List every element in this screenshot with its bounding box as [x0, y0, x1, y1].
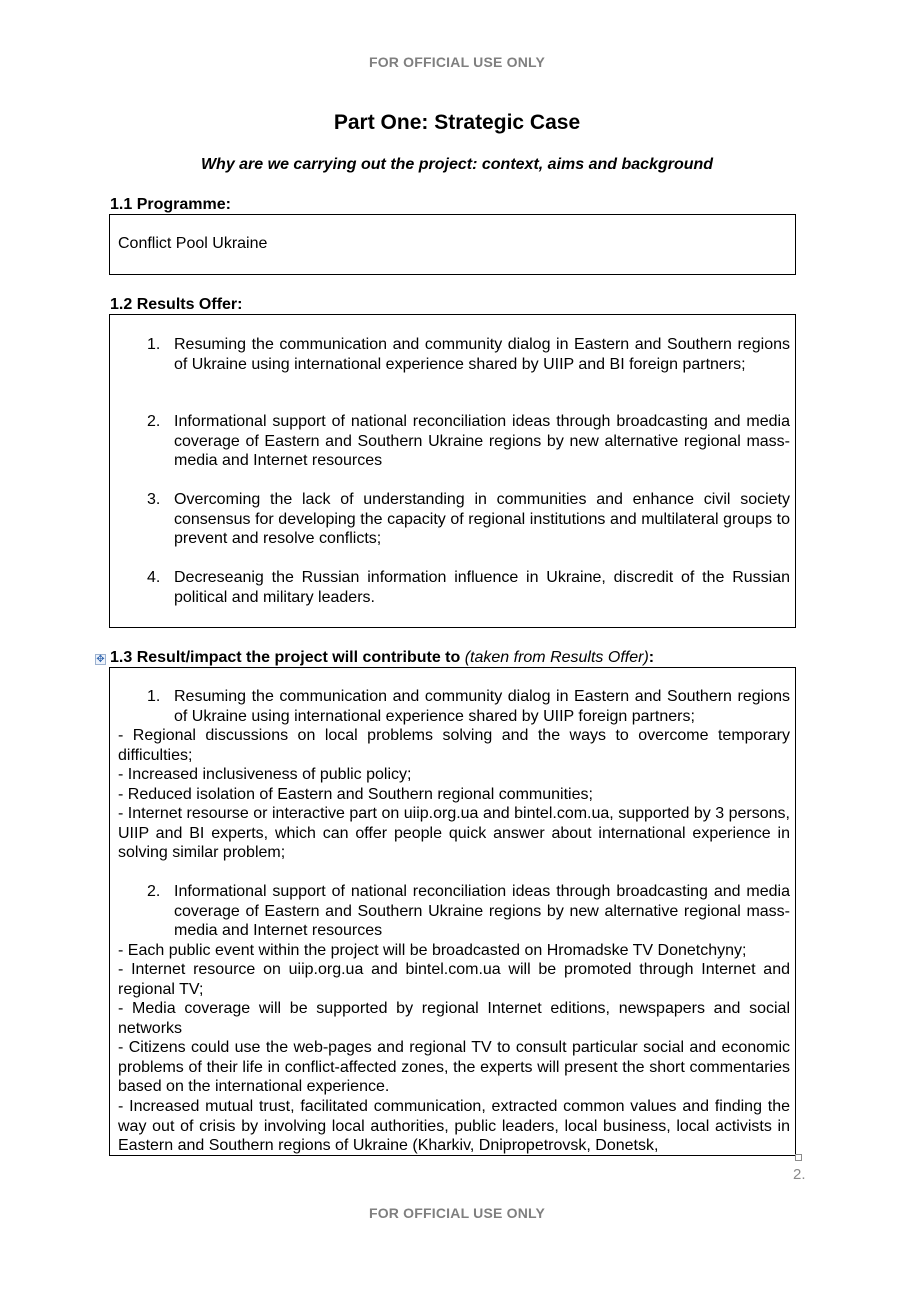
section-1-2-label: 1.2 Results Offer: [110, 296, 243, 313]
impact-bullet: - Increased mutual trust, facilitated communication, extracted common values and finding the way out of crisis by involving local authorities, public leaders, local business, local activists in Eastern and Southern regions of Ukraine (Kharkiv, Dnipropetrovsk, Donetsk, [118, 1098, 790, 1154]
item-number: 1. [147, 336, 161, 353]
impact-bullet: - Internet resourse or interactive part on uiip.org.ua and bintel.com.ua, supported by 3 persons, UIIP and BI experts, which can offer people quick answer about international experience in solving similar problem; [118, 805, 790, 861]
item-number: 4. [147, 569, 161, 586]
item-number: 2. [147, 883, 161, 900]
results-offer-box [109, 314, 796, 628]
impact-bullet: - Increased inclusiveness of public policy; [118, 766, 412, 783]
impact-bullet: - Reduced isolation of Eastern and Southern regional communities; [118, 786, 593, 803]
section-1-3-label-colon: : [648, 649, 655, 666]
item-number: 2. [147, 413, 161, 430]
footer-marking: FOR OFFICIAL USE ONLY [368, 1205, 546, 1221]
page-subtitle: Why are we carrying out the project: context, aims and background [200, 156, 714, 173]
item-number: 3. [147, 491, 161, 508]
table-move-handle-icon[interactable]: ✥ [96, 654, 105, 665]
item-number: 1. [147, 688, 161, 705]
result-impact-box [109, 667, 796, 1156]
section-1-1-label: 1.1 Programme: [110, 196, 231, 213]
programme-box [109, 214, 796, 275]
impact-bullet: - Regional discussions on local problems solving and the ways to overcome temporary difficulties; [118, 727, 790, 764]
item-text: Decreseanig the Russian information influence in Ukraine, discredit of the Russian political and military leaders. [174, 569, 790, 606]
item-text: Overcoming the lack of understanding in communities and enhance civil society consensus for developing the capacity of regional institutions and multilateral groups to prevent and resolve conflicts; [174, 491, 790, 547]
item-text: Resuming the communication and community dialog in Eastern and Southern regions of Ukraine using international experience shared by UIIP foreign partners; [174, 688, 790, 725]
item-text: Resuming the communication and community dialog in Eastern and Southern regions of Ukraine using international experience shared by UIIP and BI foreign partners; [174, 336, 790, 373]
table-resize-handle-icon[interactable] [795, 1154, 802, 1161]
programme-value: Conflict Pool Ukraine [118, 235, 268, 252]
page-number: 2. [793, 1166, 806, 1183]
item-text: Informational support of national reconciliation ideas through broadcasting and media coverage of Eastern and Southern Ukraine regions by new alternative regional mass-media and Internet resources [174, 413, 790, 469]
impact-bullet: - Citizens could use the web-pages and regional TV to consult particular social and economic problems of their life in conflict-affected zones, the experts will present the short commentaries based on the international experience. [118, 1039, 790, 1095]
page-title: Part One: Strategic Case [333, 111, 581, 134]
impact-bullet: - Media coverage will be supported by regional Internet editions, newspapers and social networks [118, 1000, 790, 1037]
impact-bullet: - Each public event within the project will be broadcasted on Hromadske TV Donetchyny; [118, 942, 747, 959]
section-1-3-label [110, 649, 654, 667]
item-text: Informational support of national reconciliation ideas through broadcasting and media coverage of Eastern and Southern Ukraine regions by new alternative regional mass-media and Internet resources [174, 883, 790, 939]
header-marking: FOR OFFICIAL USE ONLY [368, 54, 546, 70]
impact-bullet: - Internet resource on uiip.org.ua and bintel.com.ua will be promoted through Internet and regional TV; [118, 961, 790, 998]
section-1-3-label-note: (taken from Results Offer) [464, 649, 649, 666]
section-1-3-label-main: 1.3 Result/impact the project will contribute to [110, 649, 465, 666]
